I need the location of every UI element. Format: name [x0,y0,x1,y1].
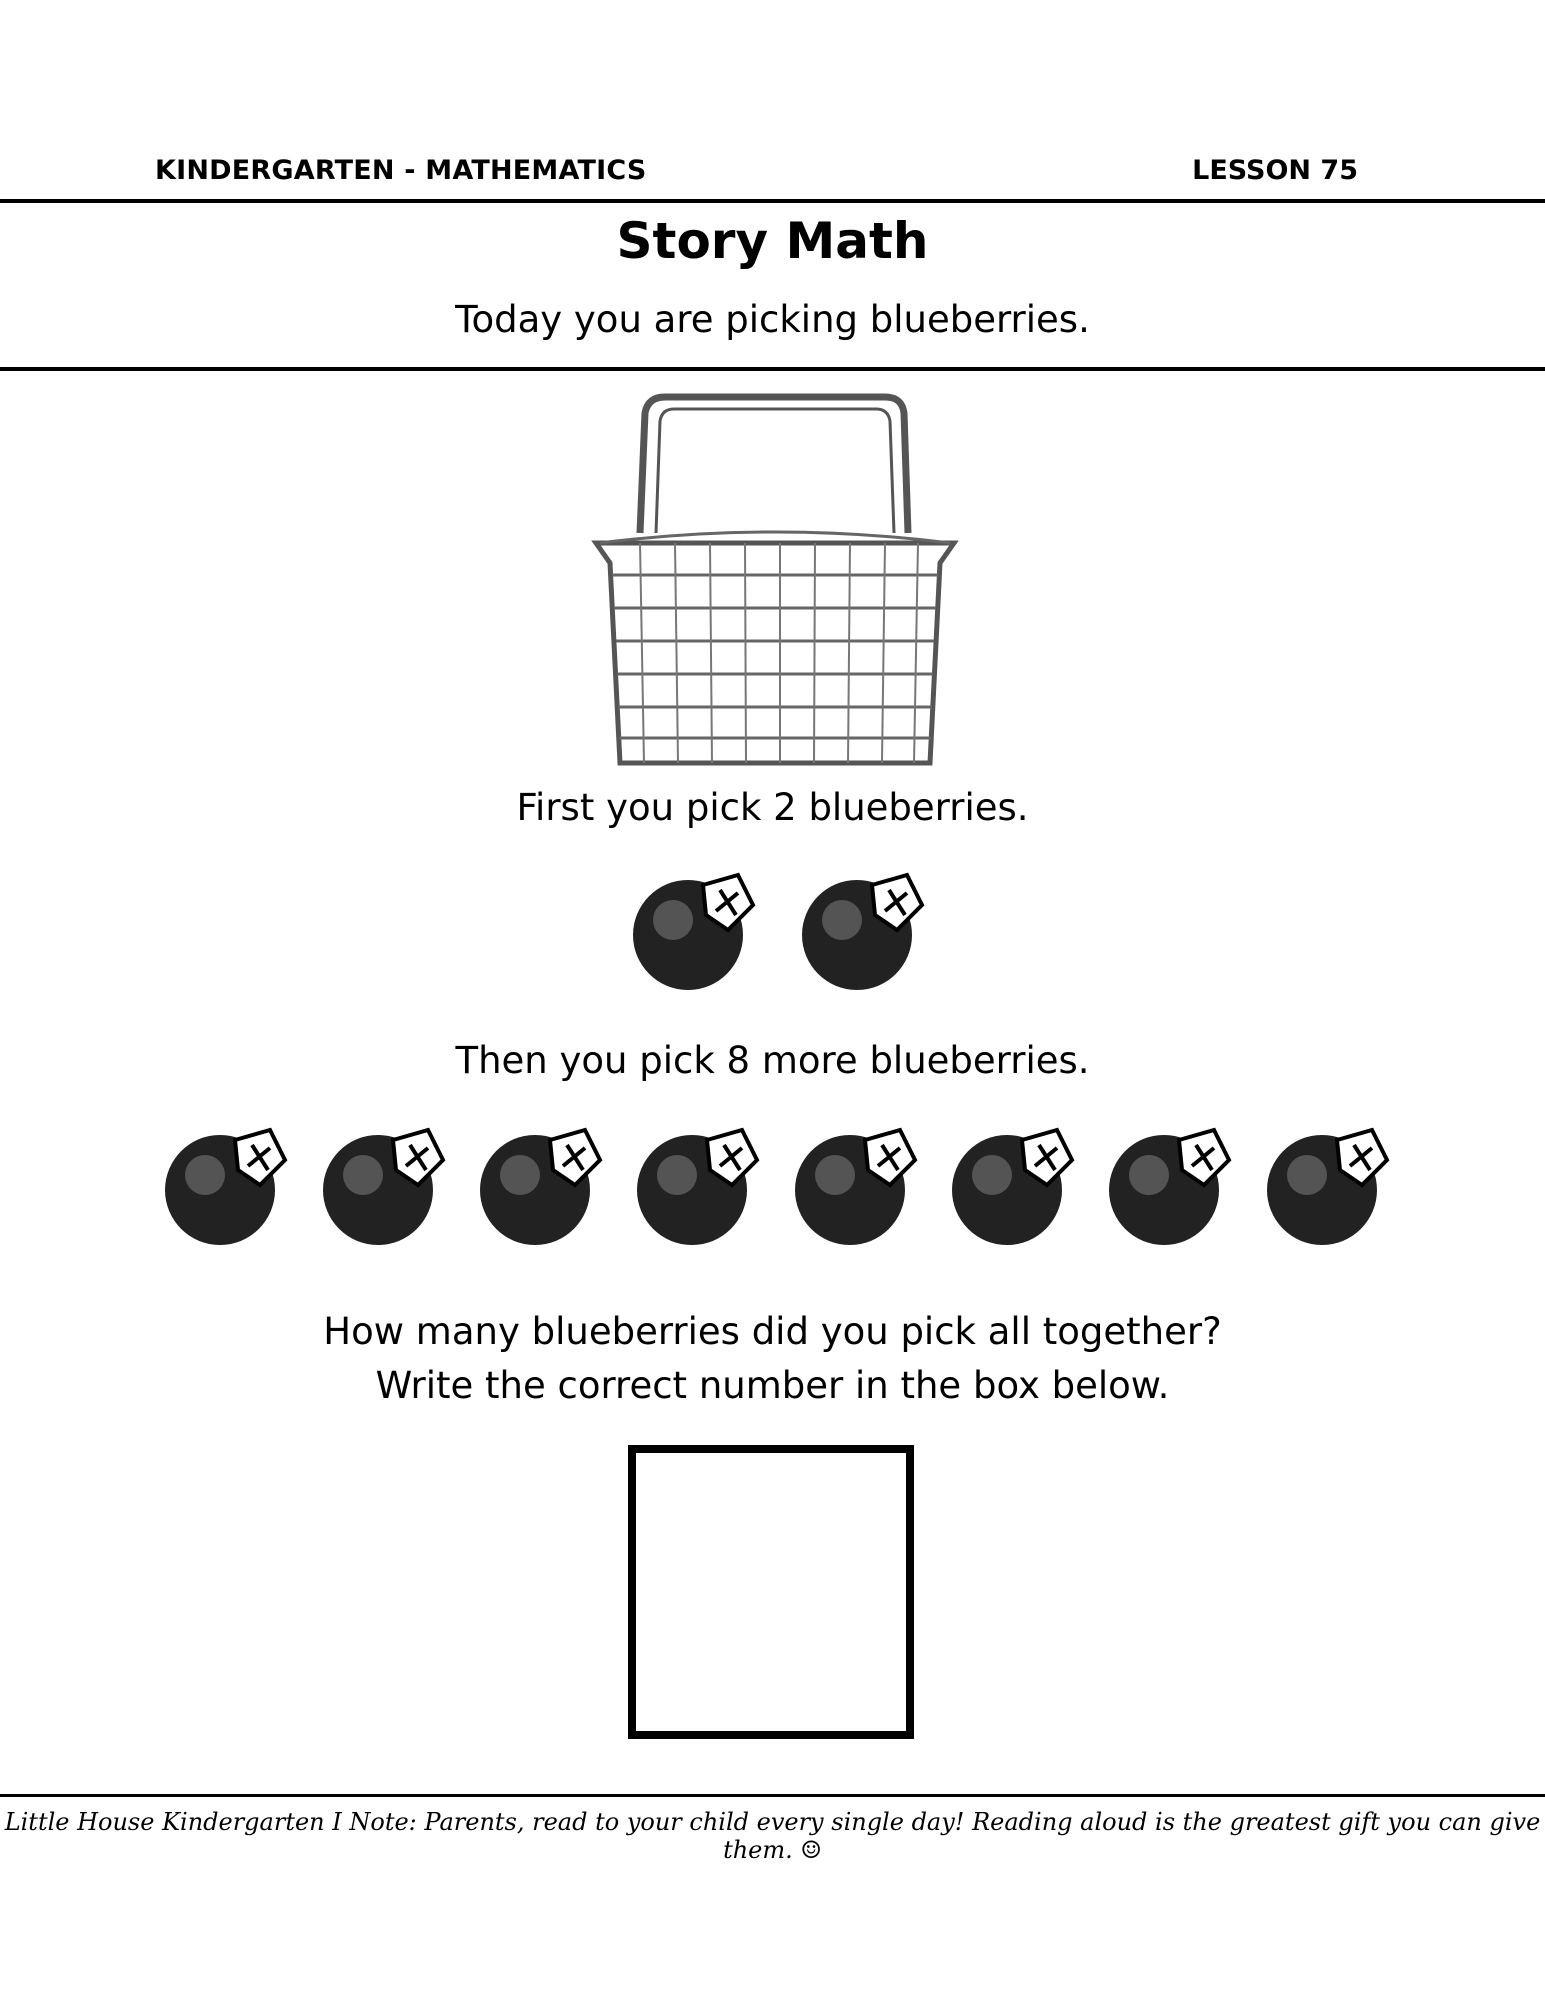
top-rule [0,199,1545,203]
blueberry-icon [632,1120,762,1250]
step1-text: First you pick 2 blueberries. [516,786,1029,829]
blueberry-icon [160,1120,290,1250]
footer-note: Little House Kindergarten I Note: Parents, read to your child every single day! Reading aloud is the greatest gift you can give them. ☺ [4,1808,1541,1864]
basket-illustration [590,393,960,773]
page-title: Story Math [616,212,929,270]
intro-text: Today you are picking blueberries. [455,298,1090,341]
blueberry-icon [475,1120,605,1250]
question-text: How many blueberries did you pick all together? [323,1310,1222,1353]
step2-text: Then you pick 8 more blueberries. [455,1039,1090,1082]
footer-rule [0,1794,1545,1797]
answer-box[interactable] [628,1445,914,1739]
blueberry-icon [1262,1120,1392,1250]
header-lesson: LESSON 75 [1192,155,1358,186]
section-rule [0,367,1545,371]
instruction-text: Write the correct number in the box below. [375,1364,1170,1407]
header-subject: KINDERGARTEN - MATHEMATICS [155,155,647,186]
blueberry-icon [790,1120,920,1250]
blueberry-icon [628,865,758,995]
blueberry-icon [318,1120,448,1250]
blueberry-icon [947,1120,1077,1250]
blueberry-icon [797,865,927,995]
blueberry-icon [1104,1120,1234,1250]
